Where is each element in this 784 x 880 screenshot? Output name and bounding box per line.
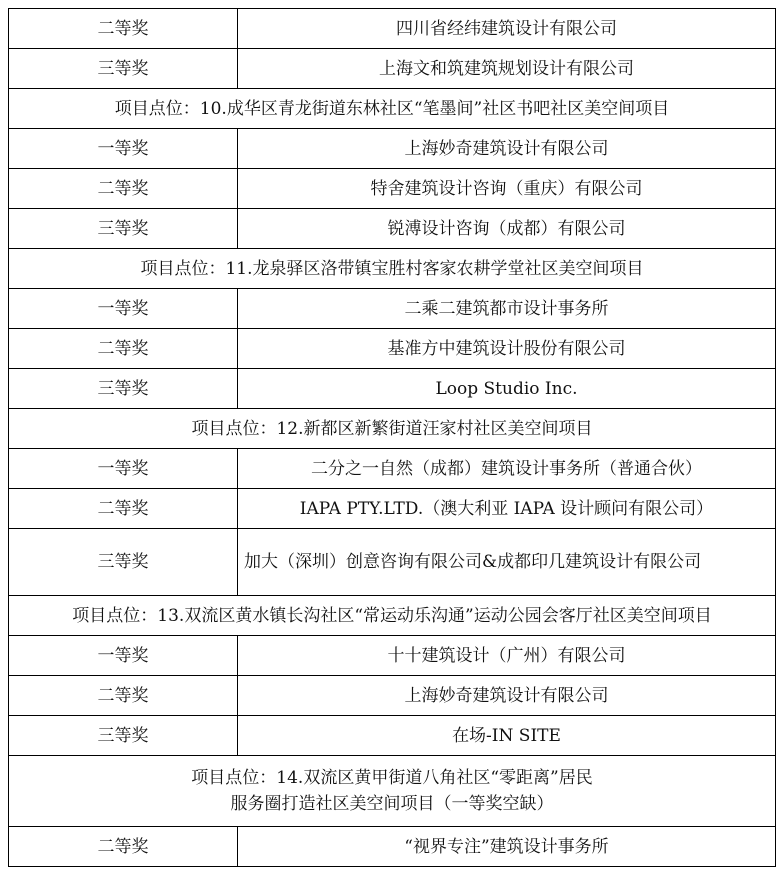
table-row [9,827,776,867]
project-header-row [9,89,776,129]
company-name: 上海妙奇建筑设计有限公司 [238,129,776,169]
company-name: “视界专注”建筑设计事务所 [238,827,776,867]
company-name: 四川省经纬建筑设计有限公司 [238,9,776,49]
table-row [9,529,776,596]
award-level: 二等奖 [9,169,238,209]
award-level: 一等奖 [9,449,238,489]
project-header-row [9,409,776,449]
company-name: Loop Studio Inc. [238,369,776,409]
table-row [9,209,776,249]
project-header-row [9,249,776,289]
table-row [9,369,776,409]
company-name: 上海妙奇建筑设计有限公司 [238,676,776,716]
company-name: 上海文和筑建筑规划设计有限公司 [238,49,776,89]
award-level: 三等奖 [9,716,238,756]
table-row [9,716,776,756]
award-level: 二等奖 [9,9,238,49]
company-name: IAPA PTY.LTD.（澳大利亚 IAPA 设计顾问有限公司） [238,489,776,529]
table-row [9,489,776,529]
company-name: 二分之一自然（成都）建筑设计事务所（普通合伙） [238,449,776,489]
table-row [9,449,776,489]
award-level: 三等奖 [9,369,238,409]
company-name: 基准方中建筑设计股份有限公司 [238,329,776,369]
project-location: 项目点位：10.成华区青龙街道东林社区“笔墨间”社区书吧社区美空间项目 [9,89,776,129]
project-location [9,756,776,827]
table-row [9,329,776,369]
company-name: 十十建筑设计（广州）有限公司 [238,636,776,676]
project-location-line2: 服务圈打造社区美空间项目（一等奖空缺） [230,794,554,814]
award-level: 三等奖 [9,209,238,249]
company-name: 二乘二建筑都市设计事务所 [238,289,776,329]
table-row [9,169,776,209]
company-name: 锐溥设计咨询（成都）有限公司 [238,209,776,249]
award-level: 二等奖 [9,827,238,867]
award-level: 三等奖 [9,529,238,596]
table-row [9,129,776,169]
table-row [9,636,776,676]
award-level: 一等奖 [9,636,238,676]
award-level: 二等奖 [9,329,238,369]
project-location-line1: 项目点位：14.双流区黄甲街道八角社区“零距离”居民 [191,768,593,788]
project-header-row [9,756,776,827]
award-level: 一等奖 [9,129,238,169]
project-location: 项目点位：11.龙泉驿区洛带镇宝胜村客家农耕学堂社区美空间项目 [9,249,776,289]
table-row [9,49,776,89]
table-row [9,676,776,716]
project-location: 项目点位：13.双流区黄水镇长沟社区“常运动乐沟通”运动公园会客厅社区美空间项目 [9,596,776,636]
company-name: 特舍建筑设计咨询（重庆）有限公司 [238,169,776,209]
project-location: 项目点位：12.新都区新繁街道汪家村社区美空间项目 [9,409,776,449]
company-name: 加大（深圳）创意咨询有限公司&成都印几建筑设计有限公司 [238,529,776,596]
award-level: 三等奖 [9,49,238,89]
company-name: 在场-IN SITE [238,716,776,756]
table-row [9,9,776,49]
awards-table [8,8,776,867]
table-row [9,289,776,329]
award-level: 二等奖 [9,676,238,716]
award-level: 一等奖 [9,289,238,329]
project-header-row [9,596,776,636]
award-level: 二等奖 [9,489,238,529]
